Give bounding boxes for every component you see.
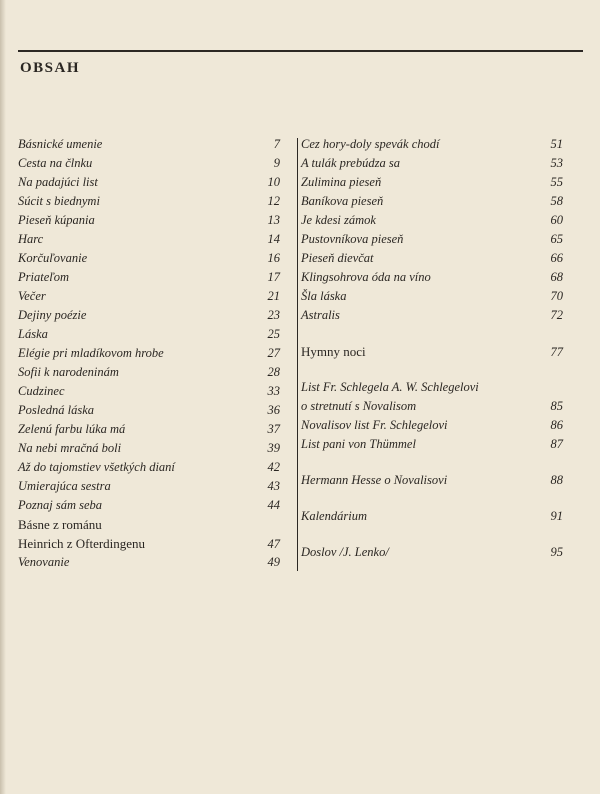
- toc-entry-page: 7: [273, 137, 280, 151]
- toc-entry-page: 72: [550, 308, 563, 322]
- toc-entry-title: Korčuľovanie: [18, 251, 88, 265]
- toc-entry-page: 49: [267, 555, 280, 569]
- toc-entry: [18, 422, 280, 441]
- toc-entry: [18, 536, 280, 555]
- page-edge: [0, 0, 6, 794]
- toc-entry: [18, 308, 280, 327]
- toc-entry: [18, 346, 280, 365]
- toc-entry: [18, 441, 280, 460]
- toc-entry-title: Heinrich z Ofterdingenu: [18, 536, 146, 551]
- toc-entry-page: 53: [550, 156, 563, 170]
- toc-gap: [301, 327, 563, 344]
- toc-gap: [301, 363, 563, 380]
- toc-entry-title: o stretnutí s Novalisom: [301, 399, 417, 413]
- toc-entry: [301, 213, 563, 232]
- toc-entry-page: 66: [550, 251, 563, 265]
- toc-entry-page: 43: [267, 479, 280, 493]
- toc-entry-page: 27: [267, 346, 280, 360]
- toc-entry-page: 47: [267, 537, 280, 551]
- toc-entry-page: 42: [267, 460, 280, 474]
- toc-entry-page: 13: [267, 213, 280, 227]
- toc-entry-page: 36: [267, 403, 280, 417]
- toc-entry-page: 70: [550, 289, 563, 303]
- toc-entry-page: 77: [550, 345, 563, 359]
- toc-entry: [301, 308, 563, 327]
- toc-entry: [18, 460, 280, 479]
- toc-entry-page: 16: [267, 251, 280, 265]
- toc-entry: [18, 403, 280, 422]
- toc-entry-title: Až do tajomstiev všetkých dianí: [18, 460, 175, 474]
- toc-entry: [18, 517, 280, 536]
- toc-entry-title: Harc: [18, 232, 44, 246]
- toc-entry-title: Na padajúci list: [18, 175, 98, 189]
- toc-entry-title: Klingsohrova óda na víno: [301, 270, 431, 284]
- toc-entry: [18, 479, 280, 498]
- toc-entry: [301, 380, 563, 399]
- toc-entry-title: Večer: [18, 289, 46, 303]
- toc-entry: [301, 399, 563, 418]
- toc-entry-page: 88: [550, 473, 563, 487]
- toc-entry-page: 55: [550, 175, 563, 189]
- toc-entry-page: 25: [267, 327, 280, 341]
- toc-entry: [301, 509, 563, 528]
- toc-entry-title: Zelenú farbu lúka má: [18, 422, 126, 436]
- toc-gap: [301, 528, 563, 545]
- toc-gap: [301, 456, 563, 473]
- toc-entry: [18, 213, 280, 232]
- toc-entry: [301, 156, 563, 175]
- toc-entry-page: 60: [550, 213, 563, 227]
- toc-entry-title: Básne z románu: [18, 517, 102, 532]
- toc-entry-title: Šla láska: [301, 289, 347, 303]
- toc-entry-page: 33: [267, 384, 280, 398]
- toc-entry-title: Cez hory-doly spevák chodí: [301, 137, 440, 151]
- page-title: OBSAH: [20, 60, 81, 76]
- toc-entry: [18, 289, 280, 308]
- toc-entry-title: Novalisov list Fr. Schlegelovi: [301, 418, 448, 432]
- toc-entry-title: Pieseň dievčat: [301, 251, 374, 265]
- toc-entry-page: 95: [550, 545, 563, 559]
- toc-entry-title: Doslov /J. Lenko/: [301, 545, 389, 559]
- toc-entry: [301, 418, 563, 437]
- toc-entry-title: List pani von Thümmel: [301, 437, 416, 451]
- toc-entry-title: Básnické umenie: [18, 137, 103, 151]
- toc-entry-page: 14: [267, 232, 280, 246]
- toc-entry-title: Sofii k narodeninám: [18, 365, 119, 379]
- toc-entry: [301, 437, 563, 456]
- toc-entry: [301, 137, 563, 156]
- toc-entry-title: Baníkova pieseň: [301, 194, 384, 208]
- toc-entry-page: 65: [550, 232, 563, 246]
- toc-entry-title: Súcit s biednymi: [18, 194, 100, 208]
- toc-entry-page: 86: [550, 418, 563, 432]
- toc-entry-title: Elégie pri mladíkovom hrobe: [18, 346, 164, 360]
- toc-entry-page: 51: [550, 137, 563, 151]
- toc-entry-page: 44: [267, 498, 280, 512]
- toc-entry: [18, 156, 280, 175]
- toc-entry-title: Hermann Hesse o Novalisovi: [301, 473, 448, 487]
- toc-entry: [301, 473, 563, 492]
- toc-entry: [301, 545, 563, 564]
- toc-right-column: [297, 138, 562, 571]
- toc-entry-title: Na nebi mračná boli: [18, 441, 122, 455]
- toc-entry-title: A tulák prebúdza sa: [301, 156, 400, 170]
- toc-entry-title: Láska: [18, 327, 48, 341]
- toc-entry-title: Venovanie: [18, 555, 70, 569]
- toc-entry-title: Poznaj sám seba: [18, 498, 103, 512]
- toc-entry: [18, 365, 280, 384]
- toc-entry: [18, 232, 280, 251]
- toc-entry: [18, 194, 280, 213]
- toc-entry-page: 91: [550, 509, 563, 523]
- toc-entry-page: 21: [267, 289, 280, 303]
- toc-entry-page: 17: [267, 270, 280, 284]
- toc-entry-page: 39: [267, 441, 280, 455]
- toc-entry: [18, 251, 280, 270]
- toc-entry-page: 23: [267, 308, 280, 322]
- toc-entry-page: 10: [267, 175, 280, 189]
- toc-entry-title: Priateľom: [18, 270, 70, 284]
- toc-entry: [18, 137, 280, 156]
- toc-entry: [301, 194, 563, 213]
- toc-entry-page: 87: [550, 437, 563, 451]
- toc-entry-page: 68: [550, 270, 563, 284]
- toc-entry-page: 28: [267, 365, 280, 379]
- toc-gap: [301, 492, 563, 509]
- toc-entry-page: 85: [550, 399, 563, 413]
- toc-entry-title: Cesta na člnku: [18, 156, 93, 170]
- toc-entry: [18, 175, 280, 194]
- toc-entry-title: Je kdesi zámok: [301, 213, 376, 227]
- toc-entry-title: Hymny noci: [301, 344, 366, 359]
- toc-entry: [301, 270, 563, 289]
- toc-entry-title: List Fr. Schlegela A. W. Schlegelovi: [301, 380, 479, 394]
- toc-entry: [18, 384, 280, 403]
- toc-left-column: [18, 137, 280, 574]
- toc-entry: [301, 344, 563, 363]
- toc-entry: [18, 555, 280, 574]
- toc-entry-title: Dejiny poézie: [18, 308, 87, 322]
- toc-entry: [301, 289, 563, 308]
- toc-entry-title: Astralis: [301, 308, 340, 322]
- toc-entry-title: Pieseň kúpania: [18, 213, 95, 227]
- top-rule: [18, 50, 583, 52]
- toc-entry-title: Cudzinec: [18, 384, 65, 398]
- toc-entry: [301, 175, 563, 194]
- toc-entry-title: Zulimina pieseň: [301, 175, 382, 189]
- toc-entry: [301, 251, 563, 270]
- toc-entry-title: Umierajúca sestra: [18, 479, 111, 493]
- toc-entry-page: 12: [267, 194, 280, 208]
- toc-entry-page: 9: [273, 156, 280, 170]
- toc-entry: [18, 327, 280, 346]
- toc-entry: [301, 232, 563, 251]
- toc-entry-page: 58: [550, 194, 563, 208]
- toc-entry: [18, 270, 280, 289]
- toc-entry: [18, 498, 280, 517]
- toc-entry-title: Pustovníkova pieseň: [301, 232, 404, 246]
- toc-entry-title: Kalendárium: [301, 509, 367, 523]
- toc-entry-page: 37: [267, 422, 280, 436]
- toc-entry-title: Posledná láska: [18, 403, 95, 417]
